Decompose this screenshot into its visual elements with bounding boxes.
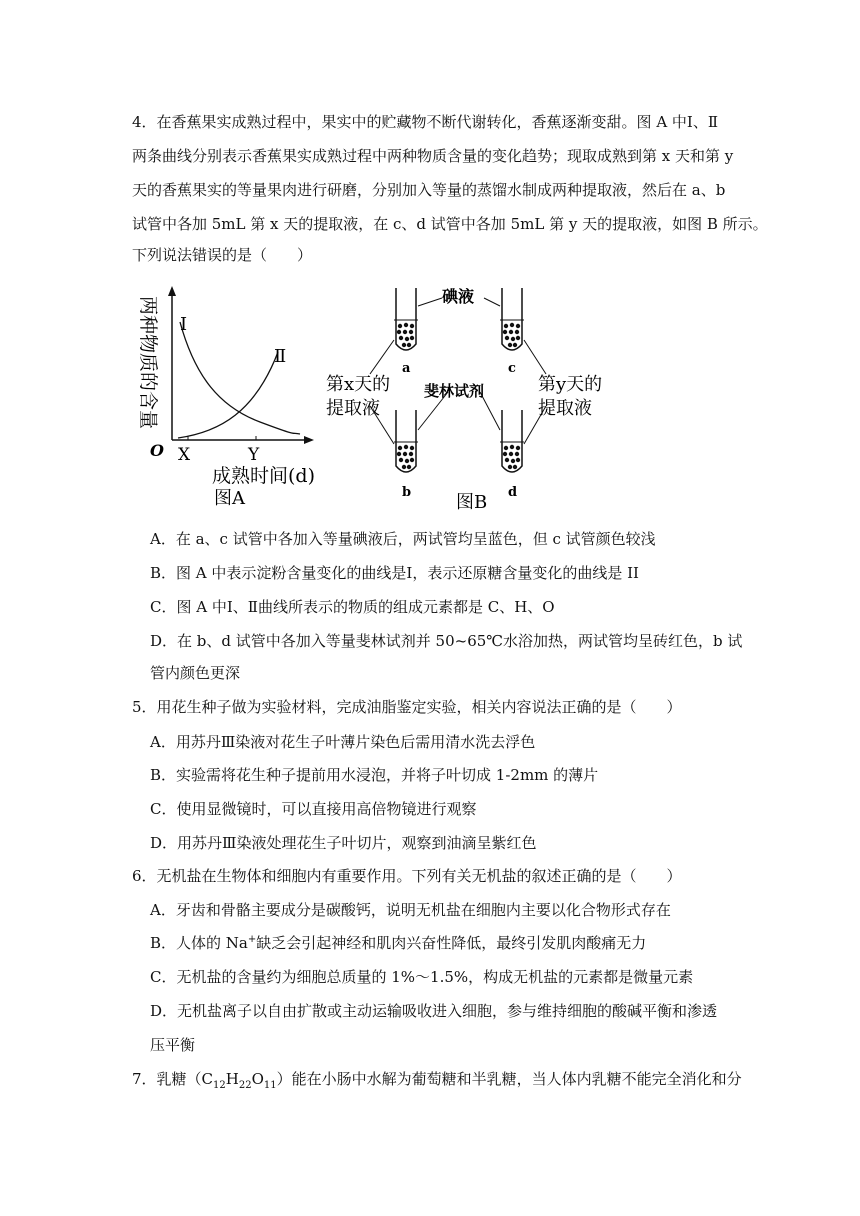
x-axis-label: 成熟时间(d) <box>212 465 315 487</box>
iodine-label: 碘液 <box>442 287 475 306</box>
curve-1-label: Ⅰ <box>180 314 188 335</box>
q6-option-c: C．无机盐的含量约为细胞总质量的 1%～1.5%，构成无机盐的元素都是微量元素 <box>150 968 694 986</box>
q6-stem: 6．无机盐在生物体和细胞内有重要作用。下列有关无机盐的叙述正确的是（ ） <box>132 867 682 885</box>
q6-option-d: D．无机盐离子以自由扩散或主动运输吸收进入细胞，参与维持细胞的酸碱平衡和渗透 <box>150 1002 718 1020</box>
tube-c-label: c <box>508 361 516 376</box>
tube-b <box>394 410 418 472</box>
q7-stem <box>132 1068 742 1090</box>
q5-option-d: D．用苏丹Ⅲ染液处理花生子叶切片，观察到油滴呈紫红色 <box>150 834 537 852</box>
q5-option-b: B．实验需将花生种子提前用水浸泡，并将子叶切成 1-2mm 的薄片 <box>150 766 599 784</box>
tube-a-label: a <box>402 361 411 376</box>
q6-option-d-cont: 压平衡 <box>150 1036 196 1054</box>
q4-option-b: B．图 A 中表示淀粉含量变化的曲线是Ⅰ，表示还原糖含量变化的曲线是 II <box>150 564 639 582</box>
q5-option-a: A．用苏丹Ⅲ染液对花生子叶薄片染色后需用清水洗去浮色 <box>150 733 536 751</box>
y-tick-label: Y <box>248 445 260 465</box>
curve-2-label: Ⅱ <box>274 346 287 367</box>
q7-sub-1: 12 <box>213 1080 226 1091</box>
tube-c <box>500 288 524 350</box>
q4-option-d: D．在 b、d 试管中各加入等量斐林试剂并 50~65℃水浴加热，两试管均呈砖红色，b 试 <box>150 632 743 650</box>
curve-2 <box>178 352 278 438</box>
q4-line-2: 两条曲线分别表示香蕉果实成熟过程中两种物质含量的变化趋势；现取成熟到第 x 天和第 y <box>132 147 734 165</box>
q4-line-1: 4．在香蕉果实成熟过程中，果实中的贮藏物不断代谢转化，香蕉逐渐变甜。图 A 中Ⅰ、Ⅱ <box>132 113 719 131</box>
q7-h: H <box>225 1070 239 1088</box>
q6-b-sup: + <box>247 934 257 945</box>
q6-b-pre: B．人体的 Na <box>150 934 248 952</box>
q7-pre: 7．乳糖（C <box>132 1070 214 1088</box>
q6-b-post: 缺乏会引起神经和肌肉兴奋性降低，最终引发肌肉酸痛无力 <box>256 934 647 952</box>
curve-1 <box>180 322 300 434</box>
figure-b-diagram <box>320 282 640 512</box>
y-axis-label: 两种物质的含量 <box>137 296 159 430</box>
q6-option-b <box>150 932 646 954</box>
figure-a-graph <box>137 282 330 512</box>
left-label-1: 第x天的 <box>326 374 391 395</box>
origin-label: O <box>150 441 164 460</box>
figure-a-caption: 图A <box>214 488 245 509</box>
tube-a <box>394 288 418 350</box>
right-label-1: 第y天的 <box>538 374 603 395</box>
tube-d-label: d <box>508 485 518 500</box>
x-tick-label: X <box>178 445 191 465</box>
q5-stem: 5．用花生种子做为实验材料，完成油脂鉴定实验，相关内容说法正确的是（ ） <box>132 698 682 716</box>
figure-b-caption: 图B <box>456 492 488 513</box>
q7-sub-2: 22 <box>238 1080 252 1091</box>
q4-line-5: 下列说法错误的是（ ） <box>132 246 313 264</box>
q4-line-3: 天的香蕉果实的等量果肉进行研磨，分别加入等量的蒸馏水制成两种提取液，然后在 a、b <box>132 181 726 199</box>
q7-sub-3: 11 <box>263 1080 277 1091</box>
q5-option-c: C．使用显微镜时，可以直接用高倍物镜进行观察 <box>150 800 477 818</box>
q7-o: O <box>251 1070 264 1088</box>
q6-option-a: A．牙齿和骨骼主要成分是碳酸钙，说明无机盐在细胞内主要以化合物形式存在 <box>150 901 671 919</box>
q7-post: ）能在小肠中水解为葡萄糖和半乳糖，当人体内乳糖不能完全消化和分 <box>276 1070 742 1088</box>
fehling-label: 斐林试剂 <box>424 382 485 400</box>
right-label-2: 提取液 <box>538 398 592 419</box>
q4-line-4: 试管中各加 5mL 第 x 天的提取液，在 c、d 试管中各加 5mL 第 y 天的提取液，如图 B 所示。 <box>132 215 768 233</box>
q4-option-c: C．图 A 中Ⅰ、Ⅱ曲线所表示的物质的组成元素都是 C、H、O <box>150 598 555 616</box>
left-label-2: 提取液 <box>326 398 380 419</box>
q4-option-a: A．在 a、c 试管中各加入等量碘液后，两试管均呈蓝色，但 c 试管颜色较浅 <box>150 530 656 548</box>
tube-d <box>500 410 524 472</box>
tube-b-label: b <box>402 485 412 500</box>
q4-option-d-cont: 管内颜色更深 <box>150 664 241 682</box>
